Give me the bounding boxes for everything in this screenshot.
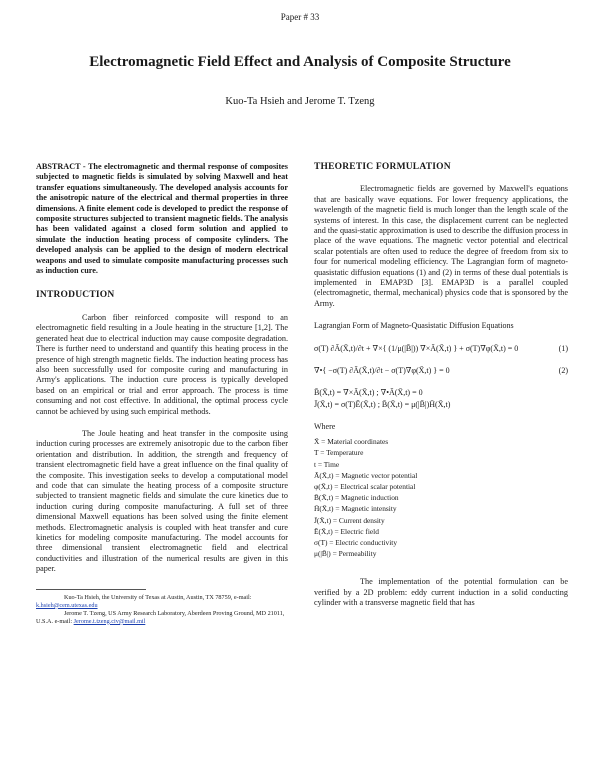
equation-1 xyxy=(314,340,568,362)
equation-2 xyxy=(314,362,568,384)
variable-item: φ(X̄,t) = Electrical scalar potential xyxy=(314,481,416,491)
variable-item: J̄(X̄,t) = Current density xyxy=(314,515,385,525)
where-label: Where xyxy=(314,421,336,431)
introduction-heading: INTRODUCTION xyxy=(36,290,115,301)
variable-list xyxy=(314,436,568,559)
intro-paragraph-2: The Joule heating and heat transfer in the composite using induction curing processes are extremely anisotropic due to the carbon fiber orientation and distribution. In addition, the strength and frequency of transient electromagnetic field have a great influence on the final quality of the composite. This investigation seeks to develop a computational model and code that can simulate the heating process of a composite structure subjected to transient magnetic fields and simulate the cure kinetics due to induction curing during composite manufacturing. A full set of three dimensional Maxwell equations has been solved using the finite element methods. Electromagnetic analysis is coupled with heat transfer and cure kinetics for modeling composite manufacturing. The model accounts for three dimensional transient electromagnetic field and electrical conductivities and illustration of the numerical results are given in this paper. xyxy=(36,428,288,574)
paper-authors: Kuo-Ta Hsieh and Jerome T. Tzeng xyxy=(225,96,375,107)
variable-item: σ(T) = Electric conductivity xyxy=(314,537,398,547)
theoretic-paragraph: Electromagnetic fields are governed by Maxwell's equations that are basically wave equations. For lower frequency applications, the wavelength of the magnetic field is much longer than the length scale of the systems of interest. In this case, the displacement current can be neglected and the quasi-static approximation is used to describe the diffusion process in place of the wave equations. The magnetic vector potential and electrical scalar potentials are often used to reduce the degree of freedom from six to four for numerical modeling efficiency. The Lagrangian form of magneto-quasistatic diffusion equations (1) and (2) in terms of these dual potentials is implemented in EMAP3D [3]. EMAP3D is a parallel coupled (electromagnetic, thermal, mechanical) physics code that is sponsored by the Army. xyxy=(314,184,568,308)
footnote-author-1 xyxy=(36,594,288,610)
equation-2-number: (2) xyxy=(558,365,568,375)
variable-item: μ(|B̄|) = Permeability xyxy=(314,549,377,559)
paper-number: Paper # 33 xyxy=(280,12,320,22)
equation-caption: Lagrangian Form of Magneto-Quasistatic Diffusion Equations xyxy=(314,321,514,331)
variable-item: t = Time xyxy=(314,459,340,469)
intro-paragraph-1: Carbon fiber reinforced composite will respond to an electromagnetic field resulting in a Joule heating in the structure [1,2]. The generated heat due to electrical induction may cause composite degradation. There is further need to understand and quantify this heating process in the presence of high strength magnetic fields. The induction heating process has also been successfully used for composite curing and manufacturing in Army's applications. The induction cure process is typically developed based on an empirical or trial and error approach. The process is time consuming and not cost effective. In additional, the optimal process cycle cannot be achieved by using such empirical methods. xyxy=(36,312,288,416)
variable-item: Ā(X̄,t) = Magnetic vector potential xyxy=(314,470,418,480)
closing-paragraph: The implementation of the potential formulation can be verified by a 2D problem: eddy current induction in a solid conducting cylinder with a transverse magnetic field that has xyxy=(314,577,568,608)
equation-4-body: J̄(X̄,t) = σ(T)Ē(X̄,t) ; B̄(X̄,t) = μ(|B̄|)H̄(X̄,t) xyxy=(314,399,451,409)
equation-1-body: σ(T) ∂Ā(X̄,t)/∂t + ∇×{ (1/μ(|B̄|)) ∇×Ā(X̄,t) } + σ(T)∇φ(X̄,t) = 0 xyxy=(314,343,519,353)
abstract: ABSTRACT - The electromagnetic and thermal response of composites subjected to magnetic fields is simulated by solving Maxwell and heat transfer equations simultaneously. The developed analysis accounts for the anisotropic nature of the electrical and thermal properties in three dimensions. A finite element code is developed to predict the response of composite structures subjected to transient magnetic fields. The analysis has been validated against a closed form solution and applied to simulate the induction heating process of composite cylinders. The developed analysis can be applied to the design of modern electrical weapons and used to simulate composite manufacturing processes such as induction cure. xyxy=(36,162,288,276)
paper-title: Electromagnetic Field Effect and Analysis of Composite Structure xyxy=(89,54,511,70)
footnote-author-1-text: Kuo-Ta Hsieh, the University of Texas at Austin, Austin, TX 78759, e-mail: xyxy=(64,593,252,601)
variable-item: B̄(X̄,t) = Magnetic induction xyxy=(314,493,399,503)
author-2-email-link[interactable]: Jerome.t.tzeng.civ@mail.mil xyxy=(73,617,146,625)
author-1-email-link[interactable]: k.hsieh@cem.utexas.edu xyxy=(36,601,98,609)
variable-item: X̄ = Material coordinates xyxy=(314,437,389,447)
right-column xyxy=(314,162,568,621)
equation-1-number: (1) xyxy=(558,343,568,353)
equation-3-body: B̄(X̄,t) = ∇×Ā(X̄,t) ; ∇•Ā(X̄,t) = 0 xyxy=(314,387,423,397)
footnote-divider xyxy=(36,589,146,590)
equation-2-body: ∇•{ −σ(T) ∂Ā(X̄,t)/∂t − σ(T)∇φ(X̄,t) } = 0 xyxy=(314,365,450,375)
variable-item: T = Temperature xyxy=(314,448,364,458)
footnote-author-2-text: Jerome T. Tzeng, US Army Research Laboratory, Aberdeen Proving Ground, MD 21011, U.S.A. e-mail: xyxy=(36,609,285,625)
variable-item: H̄(X̄,t) = Magnetic intensity xyxy=(314,504,397,514)
equation-3 xyxy=(314,384,568,396)
footnote-author-2 xyxy=(36,610,288,626)
theoretic-heading: THEORETIC FORMULATION xyxy=(314,162,451,172)
variable-item: Ē(X̄,t) = Electric field xyxy=(314,526,379,536)
equation-4 xyxy=(314,396,568,408)
left-column xyxy=(36,162,288,626)
